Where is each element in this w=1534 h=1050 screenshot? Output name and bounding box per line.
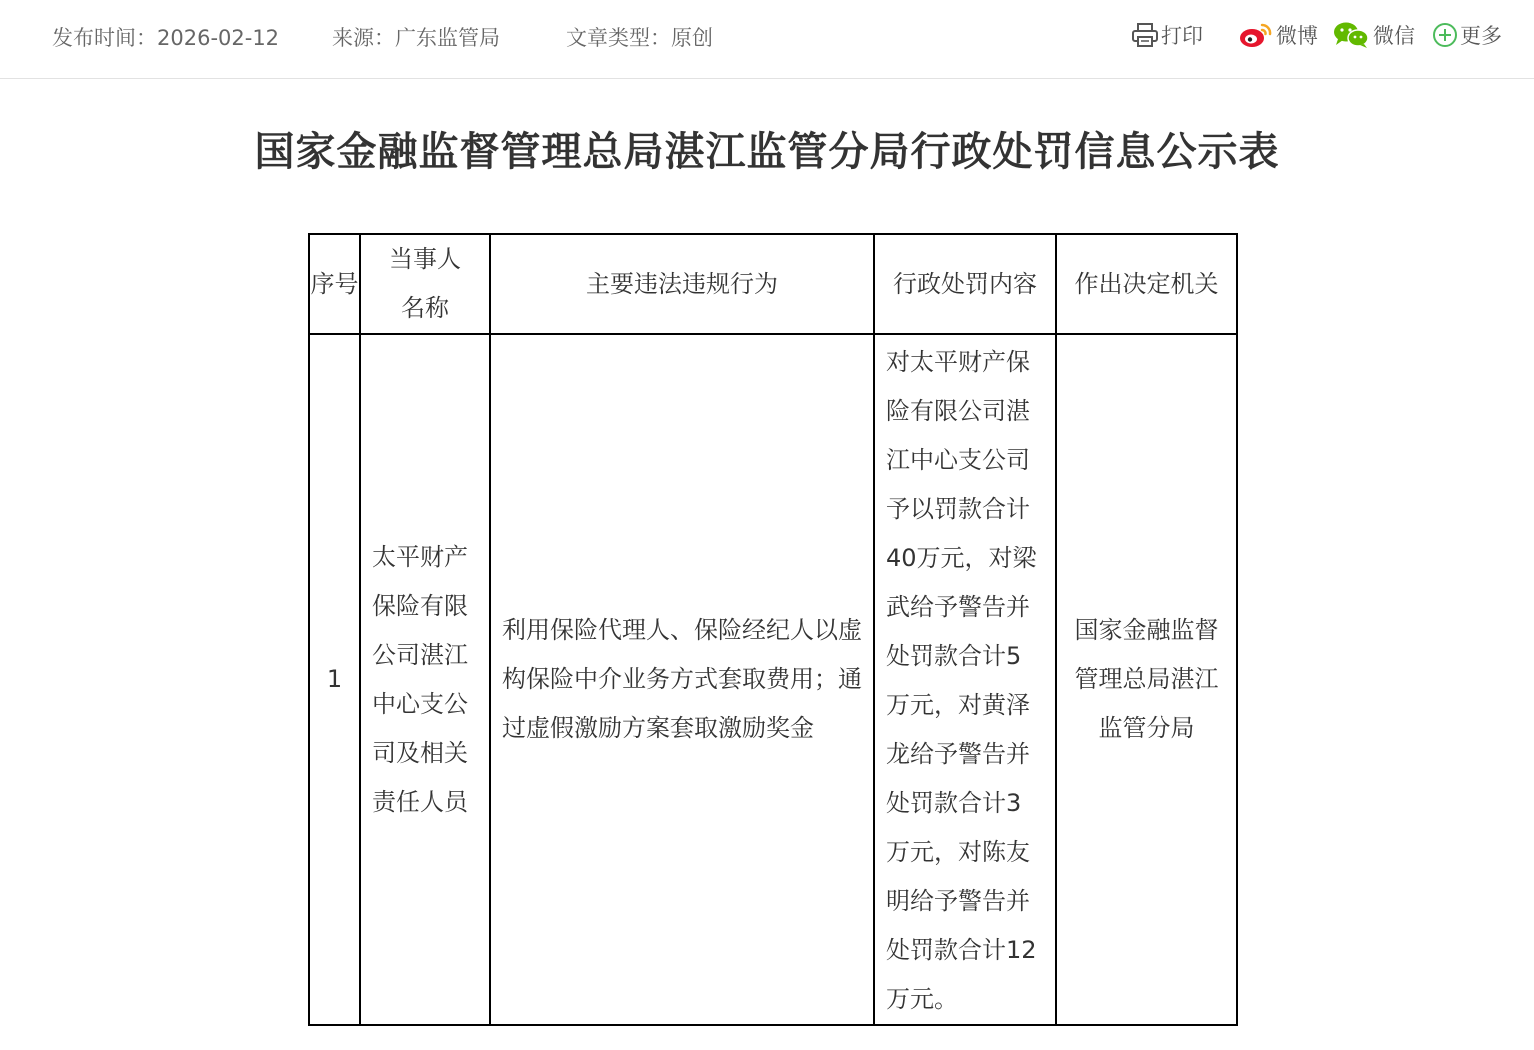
wechat-share-button[interactable]: 微信 bbox=[1333, 20, 1415, 50]
publish-date: 发布时间：2026-02-12 bbox=[52, 26, 280, 50]
table-header-row bbox=[309, 234, 1237, 334]
wechat-icon bbox=[1333, 21, 1373, 49]
header-index: 序号 bbox=[309, 234, 360, 334]
page-title: 国家金融监督管理总局湛江监管分局行政处罚信息公示表 bbox=[254, 129, 1280, 175]
article-meta-bar bbox=[0, 0, 1534, 79]
header-party: 当事人名称 bbox=[360, 234, 490, 334]
penalty-table bbox=[308, 233, 1238, 1026]
header-violation: 主要违法违规行为 bbox=[490, 234, 874, 334]
article-type: 文章类型：原创 bbox=[566, 26, 713, 50]
print-button[interactable]: 打印 bbox=[1131, 20, 1203, 50]
cell-penalty: 对太平财产保险有限公司湛江中心支公司予以罚款合计40万元，对梁武给予警告并处罚款合计5万元，对黄泽龙给予警告并处罚款合计3万元，对陈友明给予警告并处罚款合计12万元。 bbox=[874, 334, 1056, 1025]
table-row bbox=[309, 334, 1237, 1025]
printer-icon bbox=[1131, 22, 1161, 48]
cell-party: 太平财产保险有限公司湛江中心支公司及相关责任人员 bbox=[360, 334, 490, 1025]
header-penalty: 行政处罚内容 bbox=[874, 234, 1056, 334]
article-source: 来源：广东监管局 bbox=[332, 26, 500, 50]
cell-authority: 国家金融监督管理总局湛江监管分局 bbox=[1056, 334, 1237, 1025]
cell-violation: 利用保险代理人、保险经纪人以虚构保险中介业务方式套取费用；通过虚假激励方案套取激励奖金 bbox=[490, 334, 874, 1025]
more-share-button[interactable]: 更多 bbox=[1432, 20, 1502, 50]
plus-circle-icon bbox=[1432, 22, 1460, 48]
weibo-icon bbox=[1238, 21, 1276, 49]
header-authority: 作出决定机关 bbox=[1056, 234, 1237, 334]
cell-index: 1 bbox=[309, 334, 360, 1025]
weibo-share-button[interactable]: 微博 bbox=[1238, 20, 1318, 50]
